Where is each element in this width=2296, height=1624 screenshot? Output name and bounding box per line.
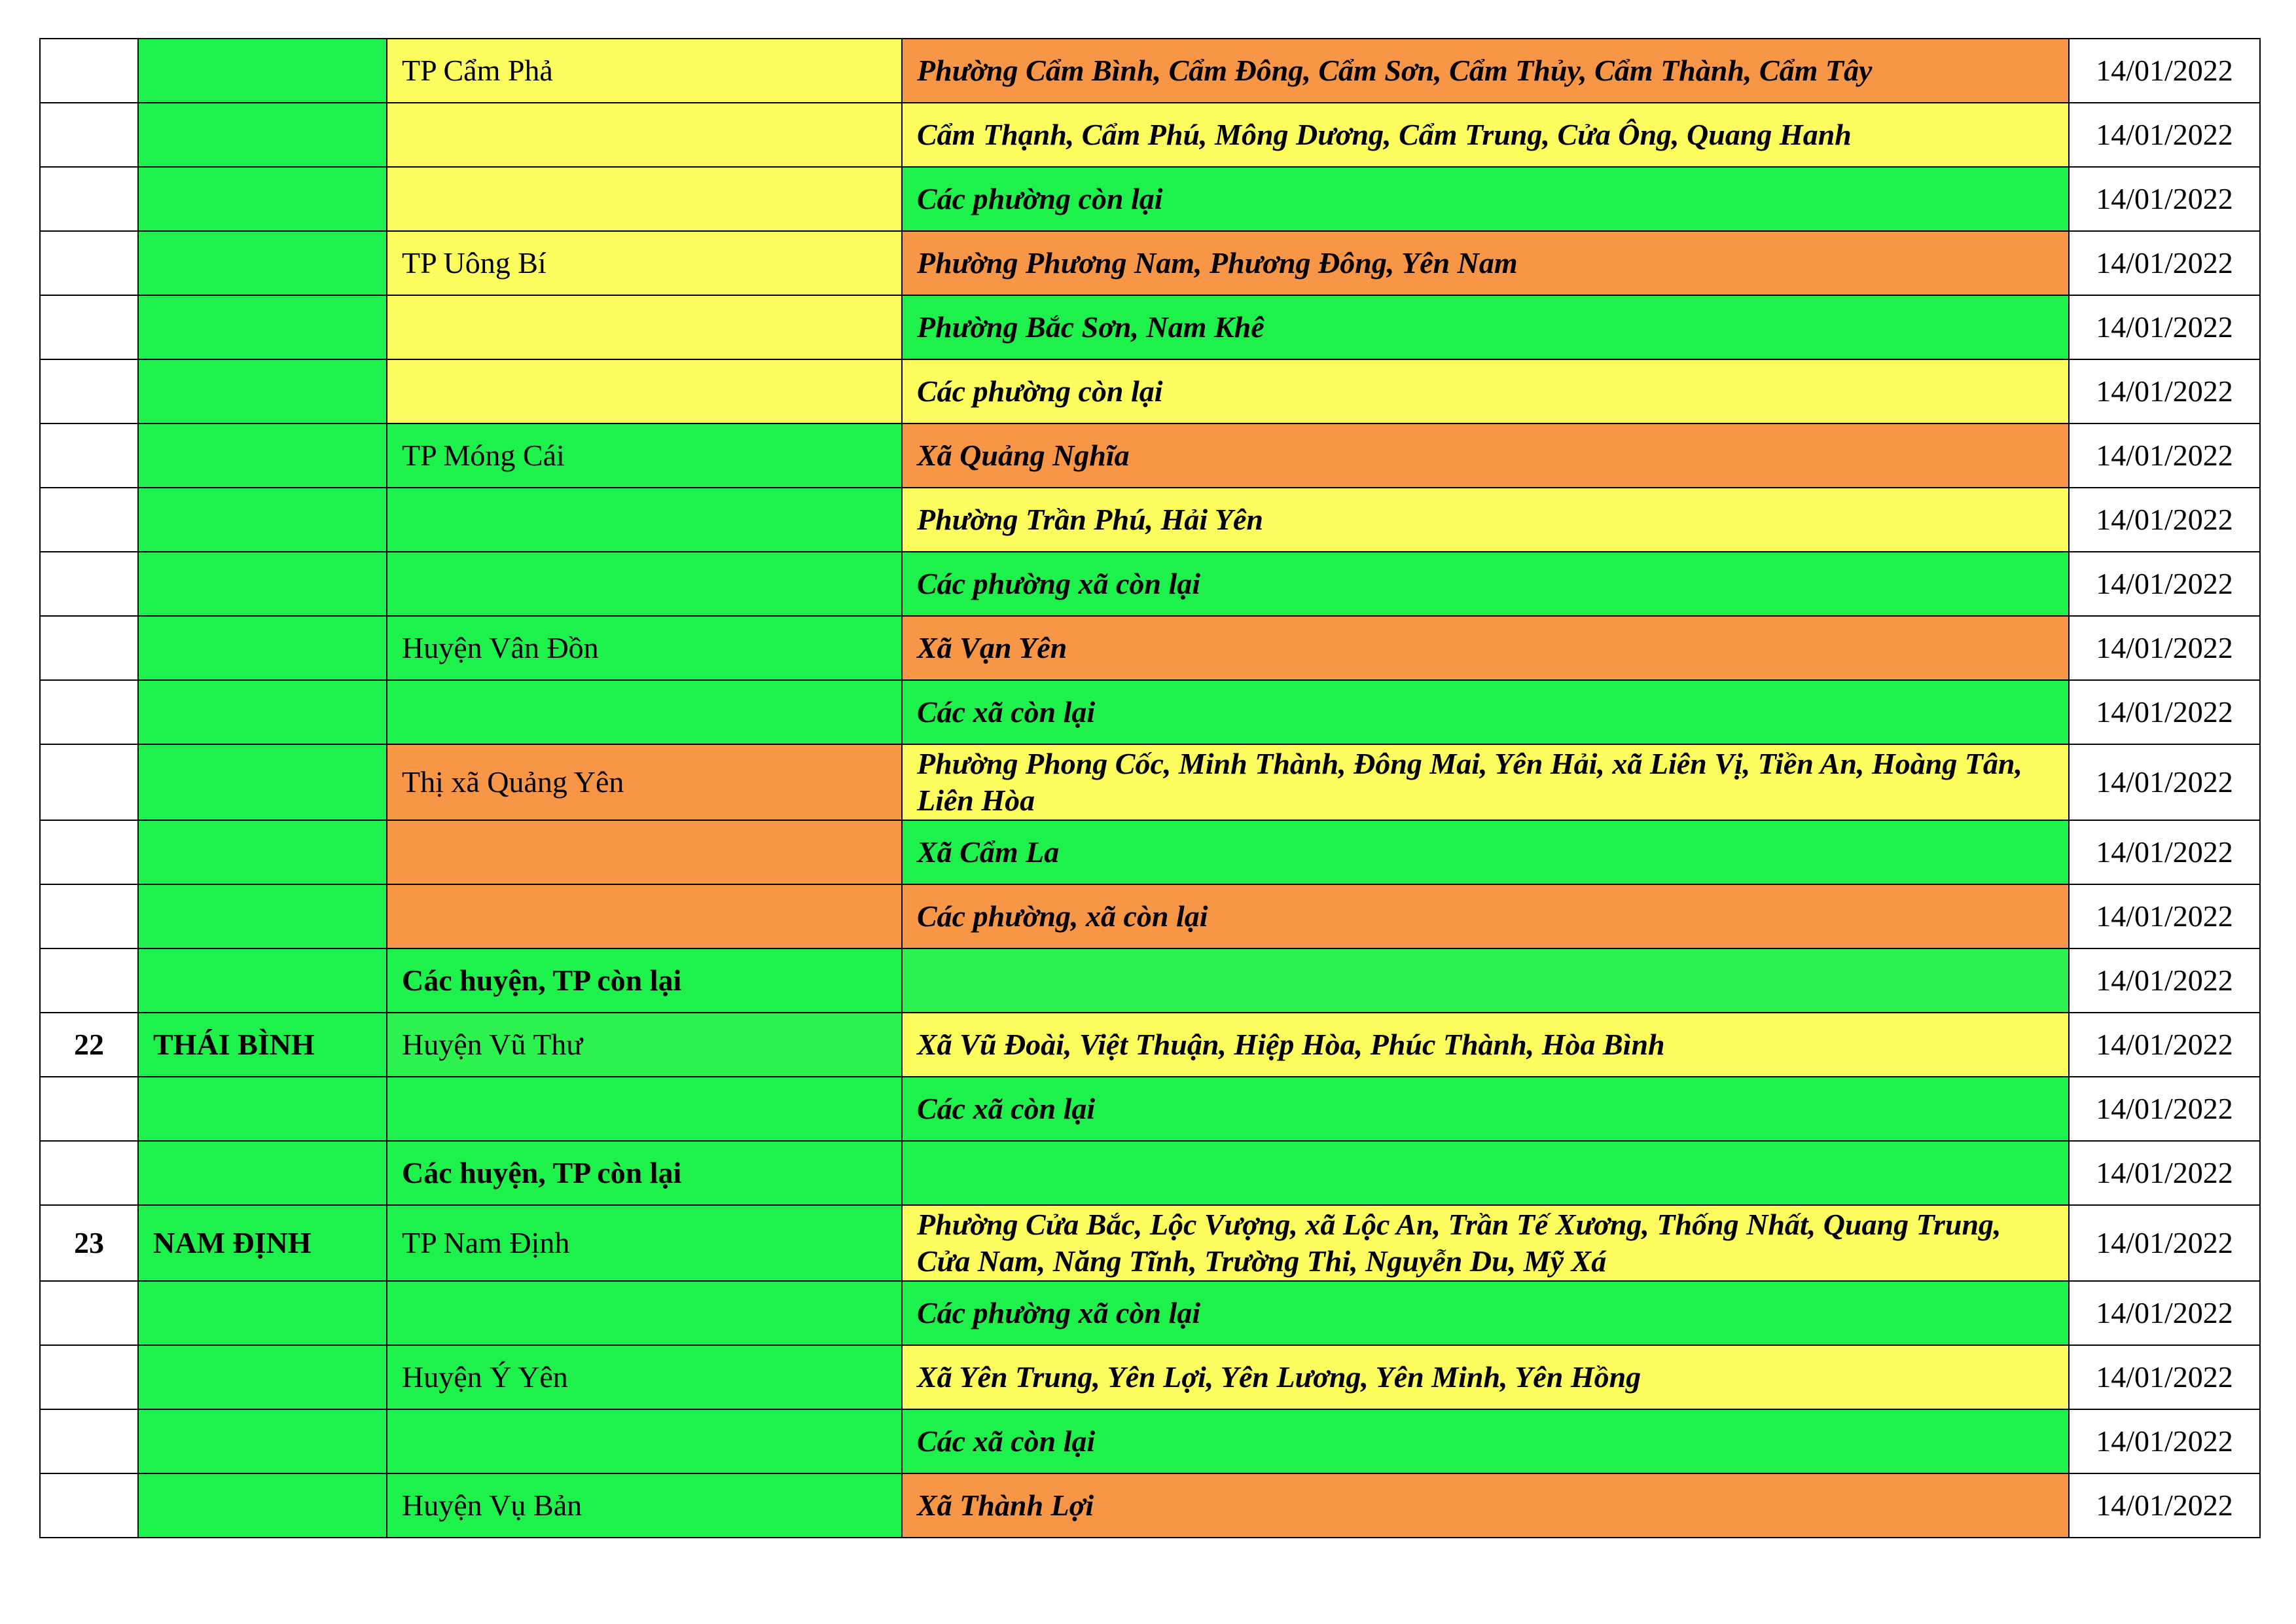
- province-cell: [138, 103, 387, 167]
- table-row: [40, 488, 2260, 552]
- stt-cell: [40, 231, 138, 295]
- province-cell: [138, 167, 387, 231]
- district-cell: [387, 359, 902, 424]
- date-cell: 14/01/2022: [2069, 1013, 2260, 1077]
- date-cell: 14/01/2022: [2069, 488, 2260, 552]
- province-cell: [138, 359, 387, 424]
- district-cell: Huyện Vũ Thư: [387, 1013, 902, 1077]
- date-cell: 14/01/2022: [2069, 948, 2260, 1013]
- ward-cell: Các xã còn lại: [902, 1409, 2069, 1473]
- date-cell: 14/01/2022: [2069, 616, 2260, 680]
- province-cell: [138, 1281, 387, 1345]
- province-cell: [138, 552, 387, 616]
- ward-cell: Các phường còn lại: [902, 359, 2069, 424]
- district-cell: [387, 552, 902, 616]
- table-row: [40, 616, 2260, 680]
- date-cell: 14/01/2022: [2069, 167, 2260, 231]
- ward-cell: Các xã còn lại: [902, 1077, 2069, 1141]
- province-cell: [138, 488, 387, 552]
- district-cell: TP Móng Cái: [387, 424, 902, 488]
- stt-cell: 22: [40, 1013, 138, 1077]
- date-cell: 14/01/2022: [2069, 1345, 2260, 1409]
- table-row: [40, 744, 2260, 820]
- stt-cell: [40, 616, 138, 680]
- district-cell: [387, 1281, 902, 1345]
- ward-cell: Các phường xã còn lại: [902, 552, 2069, 616]
- ward-cell: Phường Cửa Bắc, Lộc Vượng, xã Lộc An, Trần Tế Xương, Thống Nhất, Quang Trung, Cửa Nam, Năng Tĩnh, Trường Thi, Nguyễn Du, Mỹ Xá: [902, 1205, 2069, 1281]
- table-row: [40, 1345, 2260, 1409]
- province-cell: [138, 1141, 387, 1205]
- district-cell: [387, 884, 902, 948]
- district-cell: TP Uông Bí: [387, 231, 902, 295]
- date-cell: 14/01/2022: [2069, 39, 2260, 103]
- ward-cell: Phường Phương Nam, Phương Đông, Yên Nam: [902, 231, 2069, 295]
- date-cell: 14/01/2022: [2069, 1409, 2260, 1473]
- table-row: [40, 820, 2260, 884]
- stt-cell: [40, 1473, 138, 1538]
- ward-cell: Phường Trần Phú, Hải Yên: [902, 488, 2069, 552]
- province-cell: [138, 948, 387, 1013]
- date-cell: 14/01/2022: [2069, 1205, 2260, 1281]
- district-cell: [387, 1409, 902, 1473]
- date-cell: 14/01/2022: [2069, 231, 2260, 295]
- table-row: [40, 948, 2260, 1013]
- district-cell: [387, 167, 902, 231]
- date-cell: 14/01/2022: [2069, 359, 2260, 424]
- stt-cell: [40, 552, 138, 616]
- date-cell: 14/01/2022: [2069, 1281, 2260, 1345]
- province-cell: [138, 820, 387, 884]
- date-cell: 14/01/2022: [2069, 744, 2260, 820]
- table-row: [40, 231, 2260, 295]
- district-cell: [387, 295, 902, 359]
- district-cell: [387, 103, 902, 167]
- date-cell: 14/01/2022: [2069, 1473, 2260, 1538]
- stt-cell: [40, 488, 138, 552]
- stt-cell: [40, 1409, 138, 1473]
- table-body: [40, 39, 2260, 1538]
- table-row: [40, 295, 2260, 359]
- stt-cell: [40, 820, 138, 884]
- table-row: [40, 1281, 2260, 1345]
- district-cell: TP Cẩm Phả: [387, 39, 902, 103]
- ward-cell: Cẩm Thạnh, Cẩm Phú, Mông Dương, Cẩm Trung, Cửa Ông, Quang Hanh: [902, 103, 2069, 167]
- table-row: [40, 167, 2260, 231]
- date-cell: 14/01/2022: [2069, 1141, 2260, 1205]
- ward-cell: Xã Vạn Yên: [902, 616, 2069, 680]
- province-cell: [138, 1077, 387, 1141]
- district-cell: [387, 820, 902, 884]
- table-row: [40, 39, 2260, 103]
- stt-cell: [40, 103, 138, 167]
- province-cell: [138, 1473, 387, 1538]
- covid-level-table: [39, 38, 2261, 1538]
- stt-cell: [40, 744, 138, 820]
- district-cell: Huyện Vân Đồn: [387, 616, 902, 680]
- ward-cell: Các phường còn lại: [902, 167, 2069, 231]
- province-cell: [138, 884, 387, 948]
- table-row: [40, 1077, 2260, 1141]
- stt-cell: [40, 1077, 138, 1141]
- stt-cell: [40, 424, 138, 488]
- date-cell: 14/01/2022: [2069, 820, 2260, 884]
- province-cell: [138, 1409, 387, 1473]
- table-row: [40, 1013, 2260, 1077]
- stt-cell: [40, 1141, 138, 1205]
- ward-cell: Các xã còn lại: [902, 680, 2069, 744]
- province-cell: [138, 1345, 387, 1409]
- table-row: [40, 1473, 2260, 1538]
- ward-cell: Các phường, xã còn lại: [902, 884, 2069, 948]
- province-cell: [138, 39, 387, 103]
- district-cell: [387, 680, 902, 744]
- table-row: [40, 359, 2260, 424]
- table-row: [40, 680, 2260, 744]
- table-row: [40, 1141, 2260, 1205]
- district-cell: Các huyện, TP còn lại: [387, 948, 902, 1013]
- district-cell: Các huyện, TP còn lại: [387, 1141, 902, 1205]
- table-row: [40, 552, 2260, 616]
- table-row: [40, 1205, 2260, 1281]
- district-cell: Thị xã Quảng Yên: [387, 744, 902, 820]
- stt-cell: [40, 39, 138, 103]
- ward-cell: Xã Vũ Đoài, Việt Thuận, Hiệp Hòa, Phúc Thành, Hòa Bình: [902, 1013, 2069, 1077]
- province-cell: [138, 424, 387, 488]
- province-cell: [138, 295, 387, 359]
- district-cell: Huyện Vụ Bản: [387, 1473, 902, 1538]
- date-cell: 14/01/2022: [2069, 103, 2260, 167]
- table-row: [40, 103, 2260, 167]
- stt-cell: [40, 1345, 138, 1409]
- stt-cell: [40, 948, 138, 1013]
- ward-cell: Xã Thành Lợi: [902, 1473, 2069, 1538]
- table-row: [40, 1409, 2260, 1473]
- ward-cell: Xã Yên Trung, Yên Lợi, Yên Lương, Yên Minh, Yên Hồng: [902, 1345, 2069, 1409]
- province-cell: [138, 680, 387, 744]
- date-cell: 14/01/2022: [2069, 884, 2260, 948]
- date-cell: 14/01/2022: [2069, 680, 2260, 744]
- district-cell: [387, 488, 902, 552]
- province-cell: [138, 744, 387, 820]
- date-cell: 14/01/2022: [2069, 424, 2260, 488]
- stt-cell: 23: [40, 1205, 138, 1281]
- district-cell: TP Nam Định: [387, 1205, 902, 1281]
- stt-cell: [40, 680, 138, 744]
- district-cell: Huyện Ý Yên: [387, 1345, 902, 1409]
- stt-cell: [40, 359, 138, 424]
- date-cell: 14/01/2022: [2069, 552, 2260, 616]
- stt-cell: [40, 884, 138, 948]
- stt-cell: [40, 1281, 138, 1345]
- date-cell: 14/01/2022: [2069, 1077, 2260, 1141]
- ward-cell: Phường Cẩm Bình, Cẩm Đông, Cẩm Sơn, Cẩm Thủy, Cẩm Thành, Cẩm Tây: [902, 39, 2069, 103]
- ward-cell: Xã Quảng Nghĩa: [902, 424, 2069, 488]
- table-row: [40, 884, 2260, 948]
- ward-cell: Xã Cẩm La: [902, 820, 2069, 884]
- province-cell: THÁI BÌNH: [138, 1013, 387, 1077]
- ward-cell: Các phường xã còn lại: [902, 1281, 2069, 1345]
- ward-cell: [902, 948, 2069, 1013]
- table-row: [40, 424, 2260, 488]
- ward-cell: Phường Phong Cốc, Minh Thành, Đông Mai, Yên Hải, xã Liên Vị, Tiền An, Hoàng Tân, Liên Hòa: [902, 744, 2069, 820]
- date-cell: 14/01/2022: [2069, 295, 2260, 359]
- ward-cell: Phường Bắc Sơn, Nam Khê: [902, 295, 2069, 359]
- stt-cell: [40, 167, 138, 231]
- district-cell: [387, 1077, 902, 1141]
- province-cell: NAM ĐỊNH: [138, 1205, 387, 1281]
- province-cell: [138, 616, 387, 680]
- ward-cell: [902, 1141, 2069, 1205]
- stt-cell: [40, 295, 138, 359]
- province-cell: [138, 231, 387, 295]
